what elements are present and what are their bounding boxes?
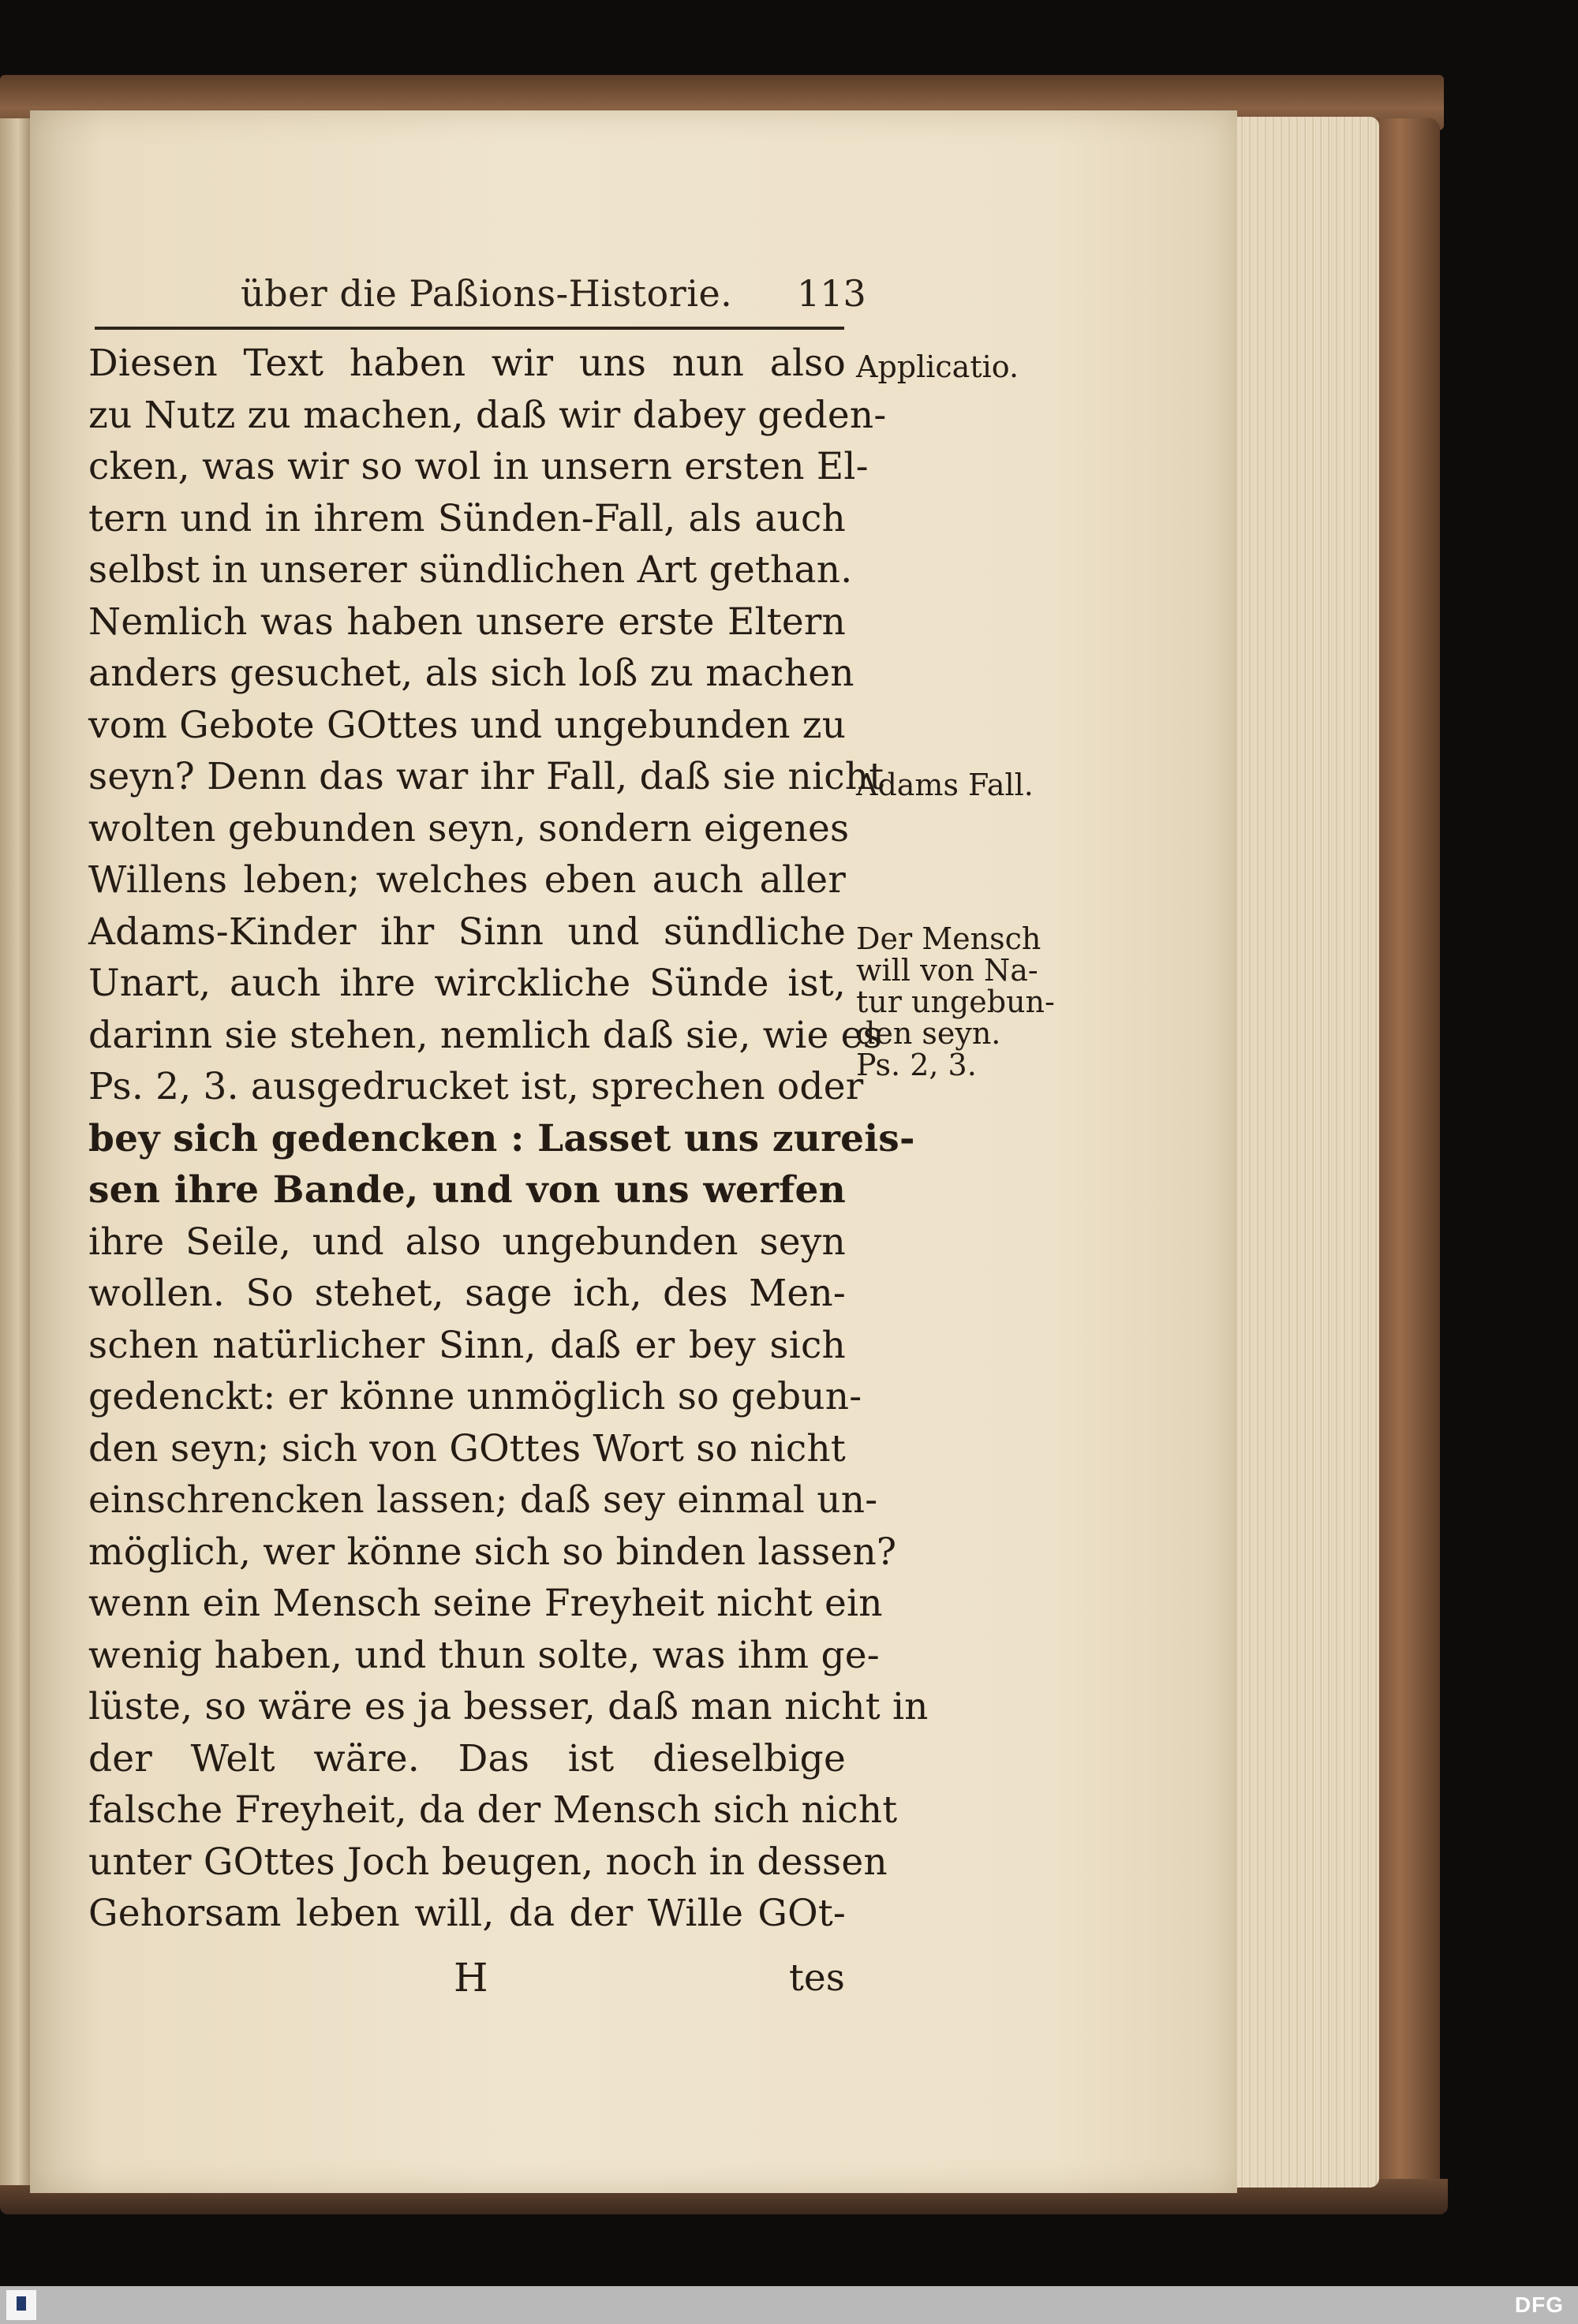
text-line: cken, was wir so wol in unsern ersten El- [88,445,869,488]
text-line: vom Gebote GOttes und ungebunden zu [88,703,847,747]
text-line: tern und in ihrem Sünden-Fall, als auch [88,496,846,540]
text-line: ihre Seile, und also ungebunden seyn [88,1220,846,1264]
text-line: falsche Freyheit, da der Mensch sich nicht [88,1788,898,1832]
body-text [88,338,929,1940]
text-line: Nemlich was haben unsere erste Eltern [88,600,846,644]
signature-mark: H [454,1955,488,2001]
text-line: gedenckt: er könne unmöglich so gebun- [88,1375,862,1418]
text-line: darinn sie stehen, nemlich daß sie, wie es [88,1013,882,1057]
text-line: unter GOttes Joch beugen, noch in dessen [88,1840,888,1884]
running-head: über die Paßions-Historie. [241,272,733,315]
text-line: einschrencken lassen; daß sey einmal un- [88,1478,878,1522]
text-line: möglich, wer könne sich so binden lassen? [88,1530,897,1574]
text-line: zu Nutz zu machen, daß wir dabey geden- [88,393,887,437]
text-line: Diesen Text haben wir uns nun also [88,342,846,385]
catchword: tes [789,1956,845,2000]
marginal-note-applicatio: Applicatio. [856,349,1019,384]
marginal-note-line: den seyn. [856,1016,1001,1051]
marginal-note-line: Der Mensch [856,921,1041,956]
page-fore-edge [1213,117,1379,2188]
text-line: Adams-Kinder ihr Sinn und sündliche [88,910,846,954]
text-line: wolten gebunden seyn, sondern eigenes [88,806,850,850]
text-line: wenig haben, und thun solte, was ihm ge- [88,1633,880,1677]
viewer-footer-bar [0,2286,1578,2324]
text-line: Ps. 2, 3. ausgedrucket ist, sprechen oder [88,1065,864,1108]
marginal-note-line: tur ungebun- [856,985,1055,1019]
text-line: wollen. So stehet, sage ich, des Men- [88,1272,846,1315]
text-line-emphasis: bey sich gedencken : Lasset uns zureis- [88,1116,915,1160]
text-line: der Welt wäre. Das ist dieselbige [88,1736,846,1780]
text-line: wenn ein Mensch seine Freyheit nicht ein [88,1582,883,1625]
left-page-edge [0,118,30,2185]
text-line: Unart, auch ihre wirckliche Sünde ist, [88,962,846,1005]
dfg-logo: DFG [1514,2292,1564,2317]
marginal-note-mensch [856,923,1055,1081]
text-line: Gehorsam leben will, da der Wille GOt- [88,1892,846,1935]
text-line: Willens leben; welches eben auch aller [88,858,846,902]
text-line: anders gesuchet, als sich loß zu machen [88,652,854,695]
text-line: den seyn; sich von GOttes Wort so nicht [88,1426,846,1470]
library-logo-icon [6,2290,36,2320]
marginal-note-line: Ps. 2, 3. [856,1048,977,1082]
text-line: lüste, so wäre es ja besser, daß man nicht in [88,1685,929,1728]
page-number: 113 [797,272,866,315]
marginal-note-adams-fall: Adams Fall. [856,768,1034,802]
text-line-emphasis: sen ihre Bande, und von uns werfen [88,1168,846,1212]
header-rule [95,327,844,330]
book-cover-right [1373,118,1440,2201]
marginal-note-line: will von Na- [856,953,1038,988]
text-line: selbst in unserer sündlichen Art gethan. [88,548,853,592]
text-line: seyn? Denn das war ihr Fall, daß sie nicht [88,755,884,798]
text-line: schen natürlicher Sinn, daß er bey sich [88,1323,846,1367]
